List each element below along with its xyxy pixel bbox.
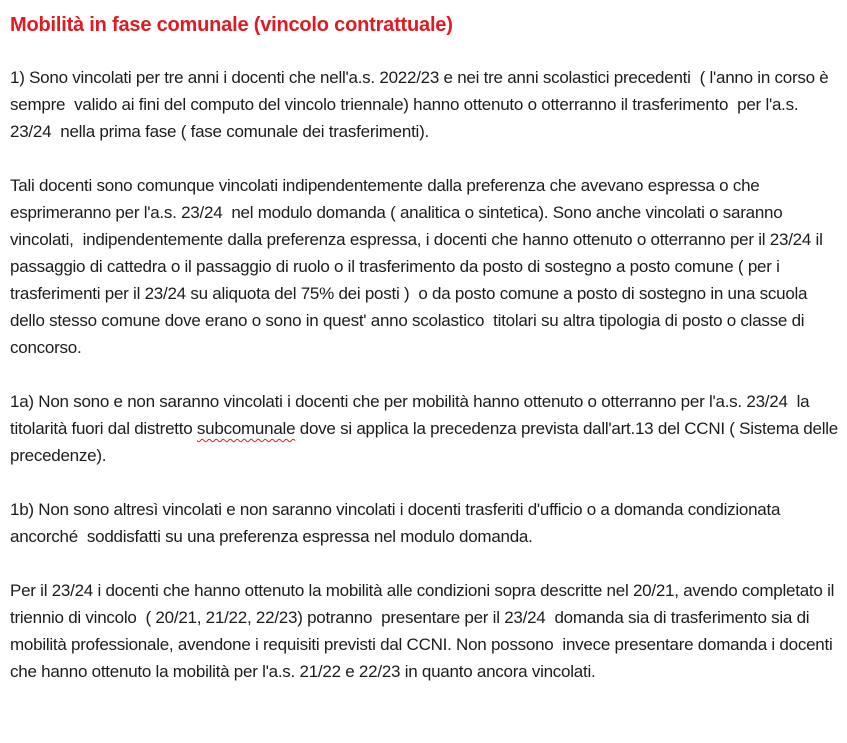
paragraph-1a bbox=[10, 388, 843, 469]
spellcheck-underlined-word: subcomunale bbox=[196, 419, 296, 438]
document-title: Mobilità in fase comunale (vincolo contrattuale) bbox=[10, 14, 453, 36]
paragraph-1a-text-before: 1a) Non sono e non saranno vincolati i docenti che per mobilità hanno ottenuto o otterranno per l'a.s. 23/24 la titolarità fuori dal distretto bbox=[10, 392, 814, 438]
paragraph-1b: 1b) Non sono altresì vincolati e non saranno vincolati i docenti trasferiti d'ufficio o a domanda condizionata ancorché soddisfatti su una preferenza espressa nel modulo domanda. bbox=[10, 500, 785, 546]
paragraph-2: Tali docenti sono comunque vincolati indipendentemente dalla preferenza che avevano espressa o che esprimeranno per l'a.s. 23/24 nel modulo domanda ( analitica o sintetica). Sono anche vincolati o saranno vincolati, indipendentemente dalla preferenza espressa, i docenti che hanno ottenuto o otterranno per il 23/24 il passaggio di cattedra o il passaggio di ruolo o il trasferimento da posto di sostegno a posto comune ( per i trasferimenti per il 23/24 su aliquota del 75% dei posti ) o da posto comune a posto di sostegno in una scuola dello stesso comune dove erano o sono in quest' anno scolastico titolari su altra tipologia di posto o classe di concorso. bbox=[10, 176, 828, 357]
paragraph-1a-text-after: dove si applica la precedenza prevista dall'art.13 del CCNI ( Sistema delle precedenze). bbox=[10, 419, 843, 465]
paragraph-final: Per il 23/24 i docenti che hanno ottenuto la mobilità alle condizioni sopra descritte nel 20/21, avendo completato il triennio di vincolo ( 20/21, 21/22, 22/23) potranno presentare per il 23/24 domanda sia di trasferimento sia di mobilità professionale, avendone i requisiti previsti dal CCNI. Non possono invece presentare domanda i docenti che hanno ottenuto la mobilità per l'a.s. 21/22 e 22/23 in quanto ancora vincolati. bbox=[10, 581, 839, 681]
paragraph-1: 1) Sono vincolati per tre anni i docenti che nell'a.s. 2022/23 e nei tre anni scolastici precedenti ( l'anno in corso è sempre valido ai fini del computo del vincolo triennale) hanno ottenuto o otterranno il trasferimento per l'a.s. 23/24 nella prima fase ( fase comunale dei trasferimenti). bbox=[10, 68, 833, 141]
